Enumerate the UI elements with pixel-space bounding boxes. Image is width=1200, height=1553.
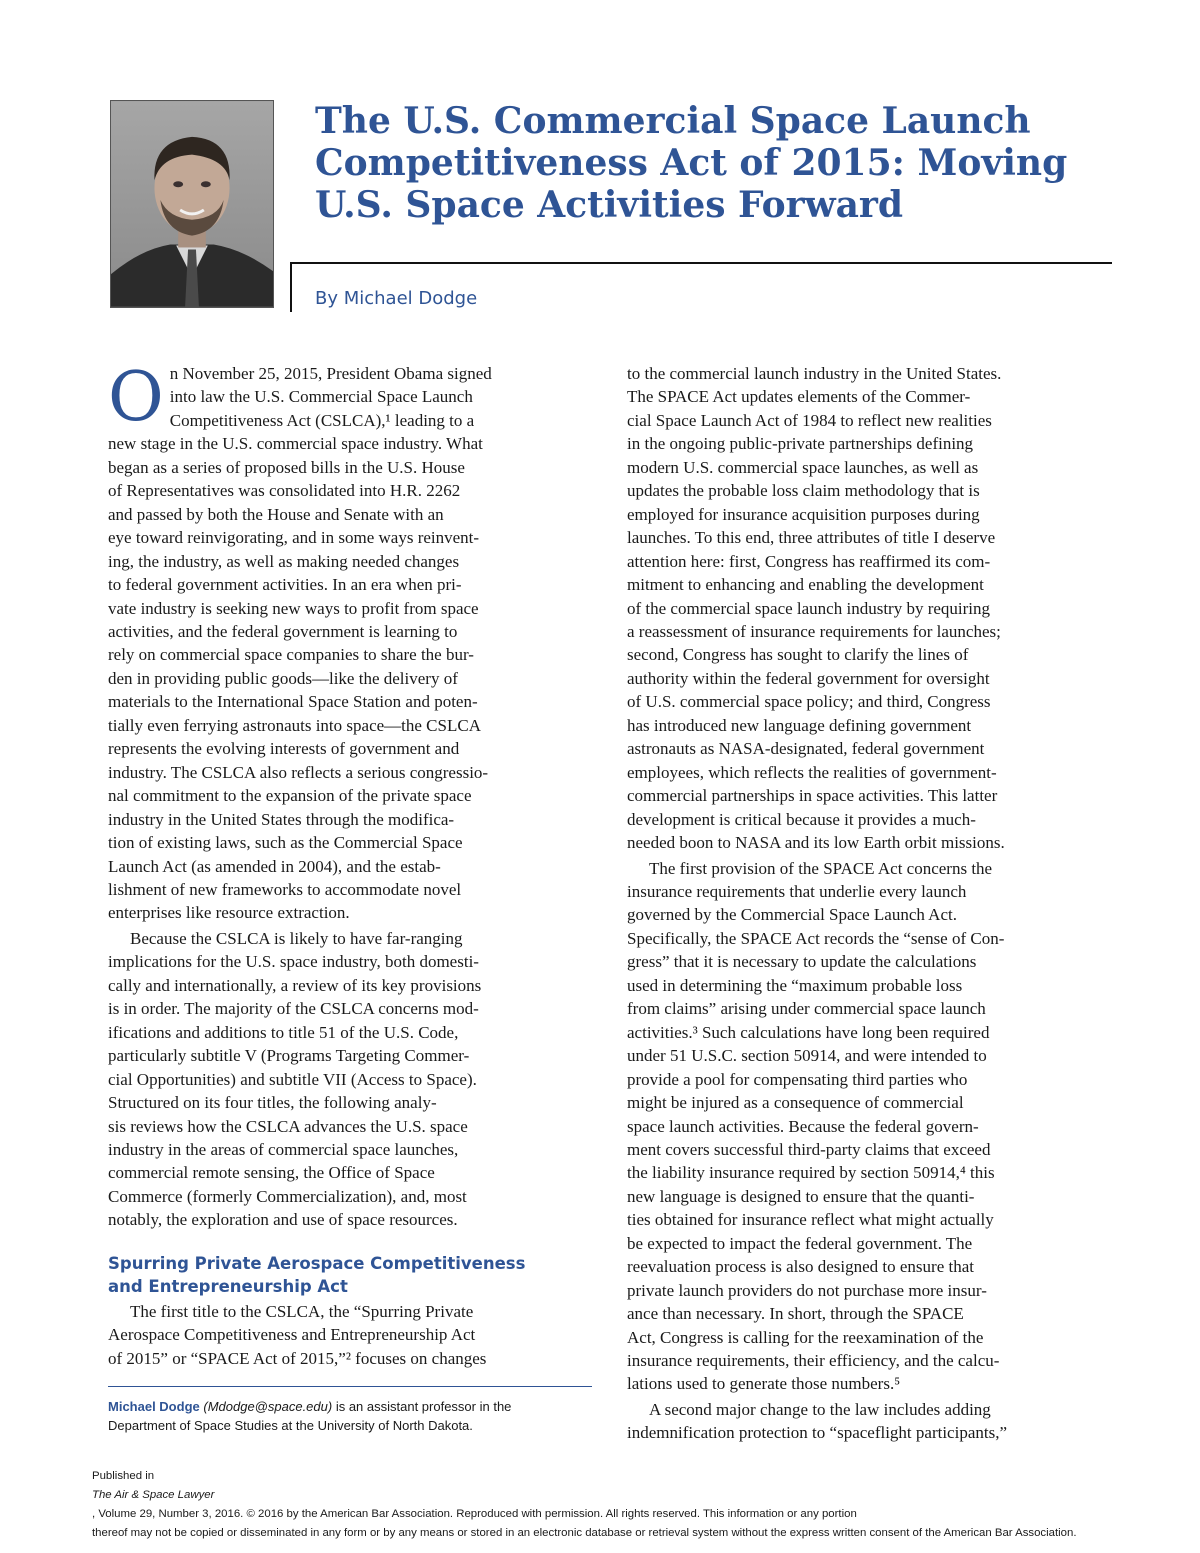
paragraph bbox=[627, 1398, 1107, 1445]
text-line: be expected to impact the federal government. The bbox=[627, 1233, 973, 1253]
text-line: industry. The CSLCA also reflects a serious congressio- bbox=[108, 762, 489, 782]
text-line: Commerce (formerly Commercialization), and, most bbox=[108, 1186, 467, 1206]
text-line: reevaluation process is also designed to ensure that bbox=[627, 1257, 974, 1277]
intro-first-lines bbox=[108, 358, 598, 437]
text-line: of 2015” or “SPACE Act of 2015,”² focuses on changes bbox=[108, 1348, 487, 1368]
text-line: authority within the federal government for oversight bbox=[627, 668, 990, 688]
text-line: of the commercial space launch industry by requiring bbox=[627, 598, 991, 618]
text-line: lishment of new frameworks to accommodate novel bbox=[108, 879, 462, 899]
author-portrait-graphic bbox=[111, 101, 273, 307]
text-line: might be injured as a consequence of commercial bbox=[627, 1093, 964, 1113]
text-line: from claims” arising under commercial space launch bbox=[627, 999, 986, 1019]
title-line: U.S. Space Activities Forward bbox=[315, 184, 904, 226]
text-line: ifications and additions to title 51 of the U.S. Code, bbox=[108, 1022, 459, 1042]
heading-line: and Entrepreneurship Act bbox=[108, 1276, 348, 1296]
drop-cap: O bbox=[108, 358, 164, 437]
author-name: Michael Dodge bbox=[108, 1399, 200, 1414]
text-line: ing, the industry, as well as making needed changes bbox=[108, 551, 460, 571]
heading-line: Spurring Private Aerospace Competitiveness bbox=[108, 1253, 526, 1273]
text-line: modern U.S. commercial space launches, as well as bbox=[627, 457, 979, 477]
text-line: provide a pool for compensating third parties who bbox=[627, 1069, 968, 1089]
text-line: Competitiveness Act (CSLCA),¹ leading to a bbox=[169, 410, 475, 430]
text-line: to federal government activities. In an era when pri- bbox=[108, 575, 462, 595]
text-line: commercial remote sensing, the Office of Space bbox=[108, 1163, 435, 1183]
text-line: lations used to generate those numbers.⁵ bbox=[627, 1374, 901, 1394]
section-heading bbox=[108, 1252, 598, 1298]
text-line: second, Congress has sought to clarify the lines of bbox=[627, 645, 969, 665]
footer-rest: , Volume 29, Number 3, 2016. © 2016 by the American Bar Association. Reproduced with permission. All rights reserved. This information or any portion bbox=[92, 1508, 857, 1520]
intro-paragraph bbox=[108, 358, 598, 925]
text-line: vate industry is seeking new ways to profit from space bbox=[108, 598, 479, 618]
byline: By Michael Dodge bbox=[315, 288, 478, 309]
author-note-text: is an assistant professor in the bbox=[332, 1399, 512, 1414]
author-email[interactable]: (Mdodge@space.edu) bbox=[203, 1399, 333, 1414]
text-line: updates the probable loss claim methodology that is bbox=[627, 481, 980, 501]
text-line: Structured on its four titles, the following analy- bbox=[108, 1093, 437, 1113]
text-line: needed boon to NASA and its low Earth orbit missions. bbox=[627, 833, 1005, 853]
text-line: employees, which reflects the realities of government- bbox=[627, 762, 997, 782]
paragraph bbox=[627, 857, 1107, 1396]
author-note bbox=[108, 1397, 598, 1435]
text-line: The SPACE Act updates elements of the Commer- bbox=[627, 387, 971, 407]
right-column bbox=[627, 362, 1107, 1445]
text-line: space launch activities. Because the federal govern- bbox=[627, 1116, 979, 1136]
text-line: employed for insurance acquisition purposes during bbox=[627, 504, 980, 524]
text-line: insurance requirements that underlie every launch bbox=[627, 881, 967, 901]
text-line: notably, the exploration and use of space resources. bbox=[108, 1210, 458, 1230]
text-line: attention here: first, Congress has reaffirmed its com- bbox=[627, 551, 991, 571]
footer-line bbox=[92, 1467, 1132, 1524]
title-line: The U.S. Commercial Space Launch bbox=[315, 100, 1031, 142]
text-line: represents the evolving interests of government and bbox=[108, 739, 460, 759]
text-line: began as a series of proposed bills in the U.S. House bbox=[108, 457, 465, 477]
text-line: private launch providers do not purchase more insur- bbox=[627, 1280, 987, 1300]
text-line: industry in the areas of commercial space launches, bbox=[108, 1139, 459, 1159]
text-line: in the ongoing public-private partnerships defining bbox=[627, 434, 974, 454]
text-line: The first provision of the SPACE Act concerns the bbox=[649, 858, 993, 878]
text-line: new language is designed to ensure that the quanti- bbox=[627, 1186, 975, 1206]
text-line: A second major change to the law includes adding bbox=[649, 1399, 991, 1419]
text-line: of Representatives was consolidated into H.R. 2262 bbox=[108, 481, 461, 501]
text-line: into law the U.S. Commercial Space Launch bbox=[169, 387, 473, 407]
text-line: ties obtained for insurance reflect what might actually bbox=[627, 1210, 994, 1230]
text-line: implications for the U.S. space industry, both domesti- bbox=[108, 952, 479, 972]
title-rule bbox=[290, 262, 1112, 264]
text-line: astronauts as NASA-designated, federal government bbox=[627, 739, 985, 759]
text-line: under 51 U.S.C. section 50914, and were intended to bbox=[627, 1046, 987, 1066]
left-column bbox=[108, 358, 598, 1370]
text-line: mitment to enhancing and enabling the development bbox=[627, 575, 984, 595]
footer-line: thereof may not be copied or disseminated in any form or by any means or stored in an electronic database or retrieval system without the express written consent of the American Bar Association. bbox=[92, 1527, 1077, 1539]
text-line: commercial partnerships in space activities. This latter bbox=[627, 786, 998, 806]
text-line: nal commitment to the expansion of the private space bbox=[108, 786, 472, 806]
text-line: a reassessment of insurance requirements for launches; bbox=[627, 621, 1001, 641]
text-line: tion of existing laws, such as the Commercial Space bbox=[108, 833, 463, 853]
author-note-line: Department of Space Studies at the University of North Dakota. bbox=[108, 1418, 473, 1433]
text-line: sis reviews how the CSLCA advances the U.S. space bbox=[108, 1116, 468, 1136]
text-line: particularly subtitle V (Programs Targeting Commer- bbox=[108, 1046, 470, 1066]
text-line: insurance requirements, their efficiency, and the calcu- bbox=[627, 1351, 1000, 1371]
text-line: materials to the International Space Station and poten- bbox=[108, 692, 478, 712]
text-line: cial Opportunities) and subtitle VII (Access to Space). bbox=[108, 1069, 477, 1089]
text-line: tially even ferrying astronauts into space—the CSLCA bbox=[108, 715, 481, 735]
text-line: eye toward reinvigorating, and in some ways reinvent- bbox=[108, 528, 480, 548]
text-line: to the commercial launch industry in the United States. bbox=[627, 364, 1002, 383]
footer-prefix: Published in bbox=[92, 1470, 155, 1482]
text-line: gress” that it is necessary to update the calculations bbox=[627, 952, 977, 972]
article-title bbox=[315, 100, 1175, 226]
text-line: indemnification protection to “spaceflight participants,” bbox=[627, 1423, 1008, 1443]
text-line: Aerospace Competitiveness and Entrepreneurship Act bbox=[108, 1325, 476, 1345]
text-line: is in order. The majority of the CSLCA concerns mod- bbox=[108, 999, 479, 1019]
text-line: used in determining the “maximum probable loss bbox=[627, 975, 963, 995]
paragraph bbox=[108, 927, 598, 1232]
text-line: activities, and the federal government is learning to bbox=[108, 621, 458, 641]
text-line: n November 25, 2015, President Obama signed bbox=[169, 364, 492, 383]
author-note-rule bbox=[108, 1386, 592, 1387]
text-line: Act, Congress is calling for the reexamination of the bbox=[627, 1327, 984, 1347]
text-line: governed by the Commercial Space Launch Act. bbox=[627, 905, 957, 925]
text-line: the liability insurance required by section 50914,⁴ this bbox=[627, 1163, 995, 1183]
text-line: activities.³ Such calculations have long been required bbox=[627, 1022, 990, 1042]
text-line: The first title to the CSLCA, the “Spurring Private bbox=[130, 1301, 474, 1321]
text-line: cally and internationally, a review of its key provisions bbox=[108, 975, 482, 995]
text-line: Launch Act (as amended in 2004), and the estab- bbox=[108, 856, 441, 876]
text-line: launches. To this end, three attributes of title I deserve bbox=[627, 528, 996, 548]
text-line: development is critical because it provides a much- bbox=[627, 809, 976, 829]
text-line: industry in the United States through the modifica- bbox=[108, 809, 455, 829]
text-line: den in providing public goods—like the delivery of bbox=[108, 668, 458, 688]
text-line: Because the CSLCA is likely to have far-ranging bbox=[130, 928, 463, 948]
paragraph bbox=[108, 1300, 598, 1370]
copyright-footer bbox=[92, 1467, 1132, 1543]
title-line: Competitiveness Act of 2015: Moving bbox=[315, 142, 1068, 184]
text-line: ment covers successful third-party claims that exceed bbox=[627, 1139, 991, 1159]
text-line: new stage in the U.S. commercial space industry. What bbox=[108, 434, 483, 454]
journal-name: The Air & Space Lawyer bbox=[92, 1489, 215, 1501]
text-line: ance than necessary. In short, through the SPACE bbox=[627, 1304, 964, 1324]
paragraph bbox=[627, 362, 1107, 855]
text-line: enterprises like resource extraction. bbox=[108, 903, 350, 923]
text-line: and passed by both the House and Senate with an bbox=[108, 504, 444, 524]
text-line: has introduced new language defining government bbox=[627, 715, 972, 735]
text-line: rely on commercial space companies to share the bur- bbox=[108, 645, 474, 665]
text-line: cial Space Launch Act of 1984 to reflect new realities bbox=[627, 410, 992, 430]
text-line: of U.S. commercial space policy; and third, Congress bbox=[627, 692, 991, 712]
author-note-line bbox=[108, 1397, 598, 1416]
text-line: Specifically, the SPACE Act records the “sense of Con- bbox=[627, 928, 1005, 948]
author-photo bbox=[110, 100, 274, 308]
byline-rule bbox=[290, 262, 292, 312]
intro-rest bbox=[108, 432, 598, 925]
